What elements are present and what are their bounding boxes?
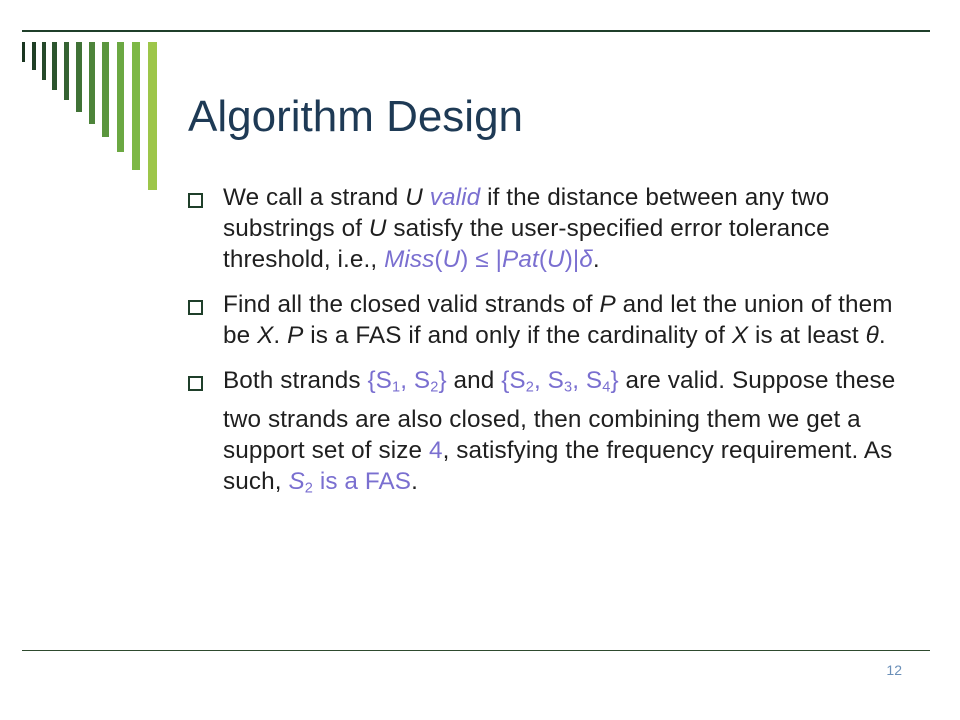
page-number: 12 [886, 662, 902, 678]
square-bullet-icon [188, 376, 203, 391]
bullet-item [188, 182, 908, 275]
stripe [22, 42, 25, 62]
stripe [102, 42, 109, 137]
bottom-rule [22, 650, 930, 651]
stripe [148, 42, 157, 190]
bullet-text: Both strands {$S_1$, $S_2$} and {$S_2$, $S_3$, $S_4$} are valid. Suppose these two strands are also closed, then combining them we get a support set of size 4, satisfying the frequency requirement. As such, $S_2$ is a FAS. [223, 367, 896, 497]
stripe [64, 42, 69, 100]
top-rule [22, 30, 930, 32]
square-bullet-icon [188, 193, 203, 208]
slide-title: Algorithm Design [188, 92, 524, 141]
stripe [32, 42, 36, 70]
square-bullet-icon [188, 300, 203, 315]
bullet-text: Find all the closed valid strands of P and let the union of them be X. P is a FAS if and only if the cardinality of X is at least θ. [223, 291, 893, 349]
stripe [132, 42, 140, 170]
stripe [42, 42, 46, 80]
stripe [76, 42, 82, 112]
bullet-item [188, 289, 908, 351]
bullet-item [188, 365, 908, 504]
bullet-list [188, 182, 908, 518]
decorative-stripes [22, 42, 162, 192]
bullet-text: We call a strand U valid if the distance between any two substrings of U satisfy the user-specified error tolerance threshold, i.e., Miss(U) ≤ |Pat(U)|δ. [223, 184, 830, 273]
stripe [52, 42, 57, 90]
stripe [89, 42, 95, 124]
stripe [117, 42, 124, 152]
